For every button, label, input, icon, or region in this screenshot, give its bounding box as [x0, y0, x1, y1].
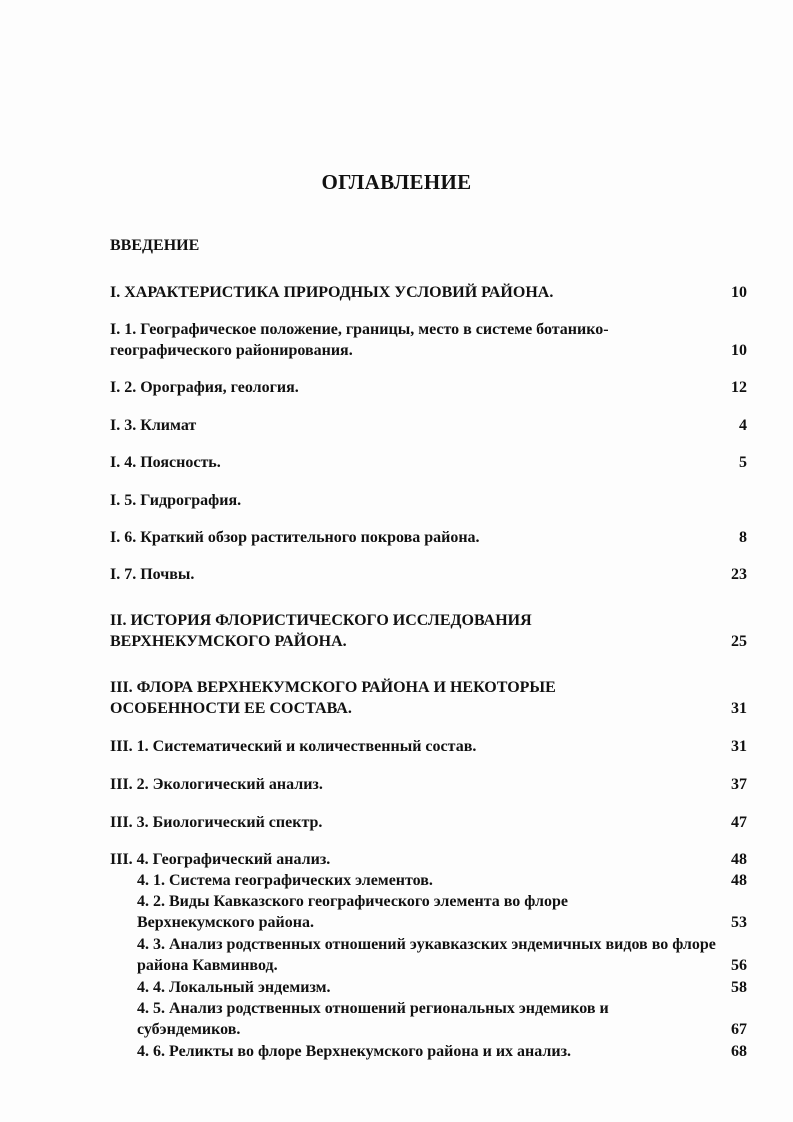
- toc-entry-text: III. 1. Систематический и количественный состав.: [110, 738, 477, 755]
- toc-intro: [110, 235, 750, 256]
- toc-entry-text: 4. 3. Анализ родственных отношений эукавказских эндемичных видов во флоре района Кавминвод.: [137, 936, 716, 974]
- toc-entry-section-1-3: [110, 415, 750, 436]
- toc-entry-subsection-4-6: [137, 1041, 750, 1062]
- toc-entry-chapter-3: [110, 677, 750, 719]
- toc-entry-page: 47: [731, 814, 747, 831]
- toc-entry-text: 4. 6. Реликты во флоре Верхнекумского района и их анализ.: [137, 1043, 572, 1060]
- toc-entry-text: 4. 4. Локальный эндемизм.: [137, 979, 331, 996]
- toc-entry-section-1-6: [110, 527, 750, 548]
- toc-entry-section-3-4: [110, 849, 750, 870]
- toc-entry-section-1-4: [110, 452, 750, 473]
- toc-entry-text: I. 5. Гидрография.: [110, 492, 242, 509]
- toc-entry-text: 4. 1. Система географических элементов.: [137, 872, 433, 889]
- toc-entry-text: I. 7. Почвы.: [110, 566, 195, 583]
- toc-entry-page: 10: [731, 342, 747, 359]
- toc-entry-text: 4. 2. Виды Кавказского географического элемента во флоре Верхнекумского района.: [137, 893, 568, 931]
- toc-entry-section-3-2: [110, 774, 750, 795]
- toc-entry-text: III. 4. Географический анализ.: [110, 851, 331, 868]
- page-title: ОГЛАВЛЕНИЕ: [321, 170, 472, 194]
- toc-entry-text: I. 1. Географическое положение, границы, место в системе ботанико-географического районирования.: [110, 321, 609, 359]
- toc-entry-page: 58: [731, 979, 747, 996]
- toc-entry-subsection-4-2: [137, 891, 750, 933]
- toc-entry-text: I. 4. Поясность.: [110, 454, 221, 471]
- toc-entry-text: I. 3. Климат: [110, 417, 197, 434]
- toc-entry-section-1-5: [110, 490, 750, 511]
- toc-entry-text: III. 2. Экологический анализ.: [110, 776, 323, 793]
- toc-entry-page: 25: [731, 633, 747, 650]
- toc-entry-page: 23: [731, 566, 747, 583]
- toc-entry-page: 67: [731, 1021, 747, 1038]
- toc-entry-subsection-4-3: [137, 934, 750, 976]
- toc-entry-text: II. ИСТОРИЯ ФЛОРИСТИЧЕСКОГО ИССЛЕДОВАНИЯ ВЕРХНЕКУМСКОГО РАЙОНА.: [110, 612, 532, 650]
- toc-entry-text: 4. 5. Анализ родственных отношений региональных эндемиков и субэндемиков.: [137, 1000, 609, 1038]
- toc-entry-chapter-2: [110, 610, 750, 652]
- toc-entry-page: 10: [731, 284, 747, 301]
- toc-entry-subsection-4-1: [137, 870, 750, 891]
- toc-entry-text: I. 6. Краткий обзор растительного покрова района.: [110, 529, 480, 546]
- toc-entry-section-3-1: [110, 736, 750, 757]
- toc-entry-page: 48: [731, 851, 747, 868]
- toc-entry-subsection-4-4: [137, 977, 750, 998]
- toc-entry-page: 4: [739, 417, 747, 434]
- toc-entry-page: 31: [731, 700, 747, 717]
- toc-entry-page: 12: [731, 379, 747, 396]
- toc-entry-page: 56: [731, 957, 747, 974]
- toc-entry-page: 68: [731, 1043, 747, 1060]
- toc-entry-chapter-1: [110, 282, 750, 303]
- toc-entry-text: I. 2. Орография, геология.: [110, 379, 299, 396]
- toc-entry-text: III. 3. Биологический спектр.: [110, 814, 323, 831]
- toc-entry-page: 53: [731, 914, 747, 931]
- toc-entry-page: 48: [731, 872, 747, 889]
- toc-entry-page: 8: [739, 529, 747, 546]
- toc-entry-text: I. ХАРАКТЕРИСТИКА ПРИРОДНЫХ УСЛОВИЙ РАЙОНА.: [110, 284, 554, 301]
- toc-entry-text: III. ФЛОРА ВЕРХНЕКУМСКОГО РАЙОНА И НЕКОТОРЫЕ ОСОБЕННОСТИ ЕЕ СОСТАВА.: [110, 679, 556, 717]
- toc-entry-section-1-1: [110, 319, 750, 361]
- toc-entry-page: 5: [739, 454, 747, 471]
- toc-entry-section-1-2: [110, 377, 750, 398]
- toc-entry-section-1-7: [110, 564, 750, 585]
- toc-entry-page: 31: [731, 738, 747, 755]
- toc-entry-subsection-4-5: [137, 998, 750, 1040]
- toc-entry-section-3-3: [110, 812, 750, 833]
- toc-entry-text: ВВЕДЕНИЕ: [110, 237, 200, 254]
- toc-entry-page: 37: [731, 776, 747, 793]
